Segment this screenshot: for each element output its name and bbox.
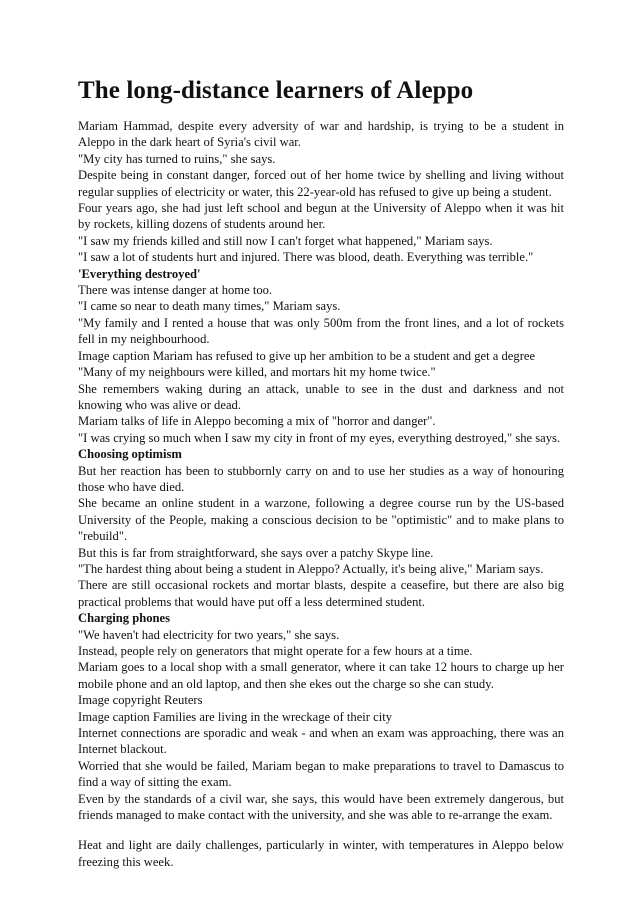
section-heading: Choosing optimism xyxy=(78,447,182,462)
paragraph: She became an online student in a warzone, following a degree course run by the US-based University of the People, making a conscious decision to be "optimistic" and to make plans to "rebuild". xyxy=(78,496,564,544)
paragraph: Image copyright Reuters xyxy=(78,693,203,708)
paragraph: Image caption Families are living in the wreckage of their city xyxy=(78,709,393,724)
article-title: The long-distance learners of Aleppo xyxy=(78,77,474,104)
section-heading: Charging phones xyxy=(78,611,171,626)
paragraph: Mariam talks of life in Aleppo becoming a mix of "horror and danger". xyxy=(78,414,436,429)
paragraph: But her reaction has been to stubbornly carry on and to use her studies as a way of honouring those who have died. xyxy=(78,463,564,494)
paragraph: Four years ago, she had just left school and begun at the University of Aleppo when it was hit by rockets, killing dozens of students around her. xyxy=(78,201,564,232)
paragraph: "I was crying so much when I saw my city in front of my eyes, everything destroyed," she says. xyxy=(78,430,561,445)
paragraph: "We haven't had electricity for two years," she says. xyxy=(78,627,340,642)
paragraph: "My family and I rented a house that was only 500m from the front lines, and a lot of rockets fell in my neighbourhood. xyxy=(78,315,564,347)
paragraph: "I came so near to death many times," Mariam says. xyxy=(78,299,341,314)
paragraph: "My city has turned to ruins," she says. xyxy=(78,151,276,166)
paragraph: There are still occasional rockets and mortar blasts, despite a ceasefire, but there are also big practical problems that would have put off a less determined student. xyxy=(78,578,564,609)
paragraph: "The hardest thing about being a student in Aleppo? Actually, it's being alive," Mariam says. xyxy=(78,561,544,576)
paragraph: Mariam Hammad, despite every adversity of war and hardship, is trying to be a student in Aleppo in the dark heart of Syria's civil war. xyxy=(78,119,564,150)
paragraph: But this is far from straightforward, she says over a patchy Skype line. xyxy=(78,545,434,560)
paragraph: She remembers waking during an attack, unable to see in the dust and darkness and not knowing who was alive or dead. xyxy=(78,381,564,412)
paragraph: Mariam goes to a local shop with a small generator, where it can take 12 hours to charge up her mobile phone and an old laptop, and then she ekes out the charge so she can study. xyxy=(78,660,564,691)
article-body xyxy=(78,118,564,870)
paragraph: Instead, people rely on generators that might operate for a few hours at a time. xyxy=(78,644,473,658)
section-heading: 'Everything destroyed' xyxy=(78,266,201,281)
paragraph: Internet connections are sporadic and weak - and when an exam was approaching, there was an Internet blackout. xyxy=(78,726,564,757)
paragraph: Image caption Mariam has refused to give up her ambition to be a student and get a degree xyxy=(78,348,536,363)
paragraph: Heat and light are daily challenges, particularly in winter, with temperatures in Aleppo below freezing this week. xyxy=(78,838,564,869)
document-page xyxy=(78,76,564,870)
paragraph: "I saw my friends killed and still now I can't forget what happened," Mariam says. xyxy=(78,233,493,248)
paragraph: "I saw a lot of students hurt and injured. There was blood, death. Everything was terrible." xyxy=(78,250,534,265)
paragraph-gap xyxy=(78,823,564,837)
paragraph: There was intense danger at home too. xyxy=(78,283,273,298)
paragraph: Worried that she would be failed, Mariam began to make preparations to travel to Damascus to find a way of sitting the exam. xyxy=(78,758,564,790)
paragraph: "Many of my neighbours were killed, and mortars hit my home twice." xyxy=(78,365,436,380)
paragraph: Despite being in constant danger, forced out of her home twice by shelling and living without regular supplies of electricity or water, this 22-year-old has refused to give up being a student. xyxy=(78,168,564,199)
paragraph: Even by the standards of a civil war, she says, this would have been extremely dangerous, but friends managed to make contact with the university, and she was able to re-arrange the exam. xyxy=(78,791,564,823)
